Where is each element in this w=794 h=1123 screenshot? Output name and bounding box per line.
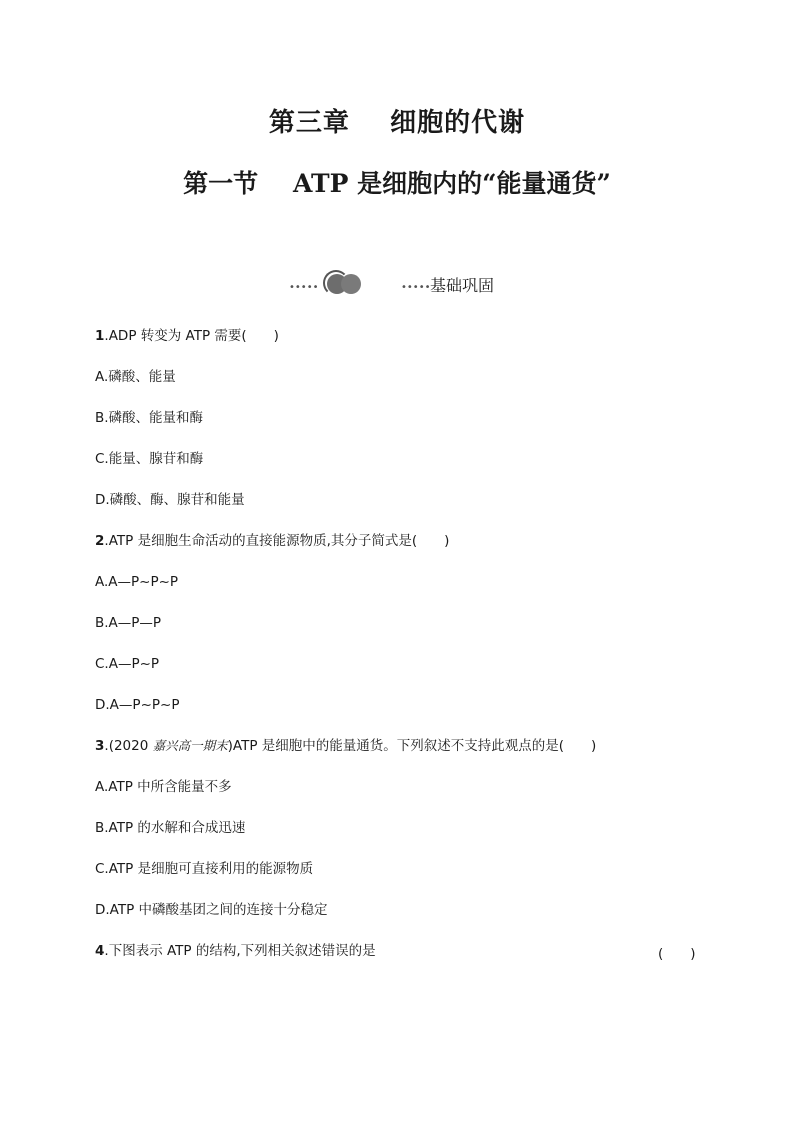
- question-text: .ATP 是细胞生命活动的直接能源物质,其分子简式是( ): [104, 533, 450, 549]
- question-2-stem: [95, 532, 449, 550]
- question-number: 2: [95, 533, 105, 549]
- question-3-stem: [95, 737, 596, 755]
- question-1-option-b: B.磷酸、能量和酶: [95, 410, 204, 426]
- divider-dots-left: •••••: [289, 282, 319, 293]
- question-1-option-d: D.磷酸、酶、腺苷和能量: [95, 492, 245, 508]
- question-text: .下图表示 ATP 的结构,下列相关叙述错误的是: [104, 943, 376, 959]
- section-divider: [289, 270, 529, 296]
- question-4-answer-paren: ( ): [658, 946, 696, 962]
- question-text-pre: .(2020: [104, 738, 153, 754]
- question-1-stem: [95, 327, 279, 345]
- question-3-option-c: C.ATP 是细胞可直接利用的能源物质: [95, 861, 314, 877]
- question-text: .ADP 转变为 ATP 需要( ): [104, 328, 279, 344]
- question-number: 3: [95, 738, 105, 754]
- chapter-title: 第三章 细胞的代谢: [268, 108, 526, 138]
- question-4-stem: [95, 942, 376, 960]
- question-text-post: )ATP 是细胞中的能量通货。下列叙述不支持此观点的是( ): [227, 738, 597, 754]
- question-2-option-b: B.A—P—P: [95, 615, 162, 631]
- question-2-option-d: D.A—P~P~P: [95, 697, 180, 713]
- question-number: 1: [95, 328, 105, 344]
- question-number: 4: [95, 943, 105, 959]
- question-3-option-d: D.ATP 中磷酸基团之间的连接十分稳定: [95, 902, 328, 918]
- question-1-option-c: C.能量、腺苷和酶: [95, 451, 204, 467]
- divider-label: 基础巩固: [430, 276, 495, 295]
- question-2-option-a: A.A—P~P~P: [95, 574, 179, 590]
- question-1-option-a: A.磷酸、能量: [95, 369, 176, 385]
- question-source: 嘉兴高一期末: [152, 738, 228, 753]
- double-circle-emblem-icon: [323, 270, 367, 296]
- question-3-option-a: A.ATP 中所含能量不多: [95, 779, 232, 795]
- section-title: 第一节 ATP 是细胞内的“能量通货”: [183, 169, 611, 198]
- divider-dots-right: •••••: [401, 282, 431, 293]
- question-2-option-c: C.A—P~P: [95, 656, 160, 672]
- question-3-option-b: B.ATP 的水解和合成迅速: [95, 820, 246, 836]
